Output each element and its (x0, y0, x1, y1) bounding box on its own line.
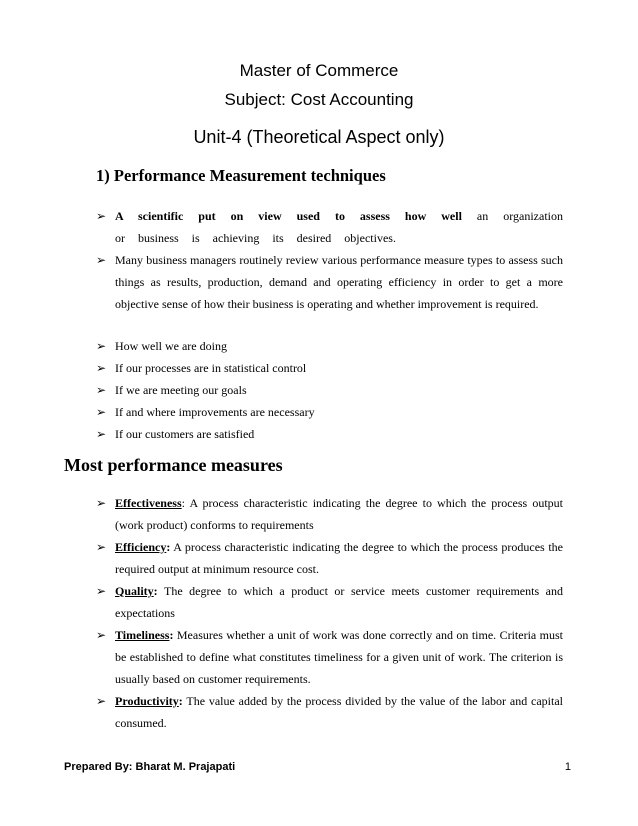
item-text: Many business managers routinely review various performance measure types to assess such things as results, production, demand and operating efficiency in order to get a more objective sense of how their business is operating and whether improvement is required. (115, 253, 563, 311)
definition-text: an organization or business is achieving its desired objectives. (115, 209, 563, 245)
definition-bold: A scientific put on view used to assess how well (115, 209, 462, 223)
list-item (96, 205, 563, 249)
measures-list (96, 492, 563, 734)
list-item (96, 580, 563, 624)
term-separator: : (181, 496, 185, 510)
arrow-bullet-icon: ➢ (96, 383, 107, 397)
list-item (96, 249, 563, 315)
footer-author: Prepared By: Bharat M. Prajapati (64, 761, 236, 773)
arrow-bullet-icon: ➢ (96, 584, 107, 598)
list-item (96, 357, 563, 379)
arrow-bullet-icon: ➢ (96, 694, 107, 708)
arrow-bullet-icon: ➢ (96, 339, 107, 353)
page-footer (64, 761, 571, 773)
techniques-list (96, 205, 563, 315)
term-separator: : (178, 694, 183, 708)
arrow-bullet-icon: ➢ (96, 253, 107, 267)
term-productivity: Productivity (115, 694, 179, 708)
term-quality: Quality (115, 584, 154, 598)
section-heading-measures: Most performance measures (64, 455, 283, 475)
list-item (96, 423, 563, 445)
title-unit: Unit-4 (Theoretical Aspect only) (193, 127, 445, 147)
arrow-bullet-icon: ➢ (96, 209, 107, 223)
arrow-bullet-icon: ➢ (96, 427, 107, 441)
list-item (96, 536, 563, 580)
arrow-bullet-icon: ➢ (96, 628, 107, 642)
list-item (96, 624, 563, 690)
list-item (96, 690, 563, 734)
term-separator: : (169, 628, 174, 642)
item-text: If our customers are satisfied (115, 427, 255, 441)
page-number: 1 (564, 761, 571, 773)
term-effectiveness: Effectiveness (115, 496, 182, 510)
arrow-bullet-icon: ➢ (96, 496, 107, 510)
arrow-bullet-icon: ➢ (96, 540, 107, 554)
item-text: How well we are doing (115, 339, 227, 353)
arrow-bullet-icon: ➢ (96, 361, 107, 375)
item-text: If we are meeting our goals (115, 383, 247, 397)
list-item (96, 492, 563, 536)
questions-list (96, 335, 563, 445)
term-efficiency: Efficiency (115, 540, 167, 554)
title-degree: Master of Commerce (239, 61, 399, 80)
list-item (96, 401, 563, 423)
item-text: If and where improvements are necessary (115, 405, 315, 419)
list-item (96, 379, 563, 401)
term-definition: The value added by the process divided by the value of the labor and capital consumed. (115, 694, 563, 730)
list-item (96, 335, 563, 357)
term-separator: : (166, 540, 171, 554)
section-heading-techniques: 1) Performance Measurement techniques (96, 166, 386, 185)
term-separator: : (153, 584, 158, 598)
title-subject: Subject: Cost Accounting (224, 90, 414, 109)
item-text: If our processes are in statistical control (115, 361, 307, 375)
term-definition: The degree to which a product or service meets customer requirements and expectations (115, 584, 563, 620)
term-definition: A process characteristic indicating the degree to which the process output (work product) conforms to requirements (115, 496, 563, 532)
term-definition: Measures whether a unit of work was done correctly and on time. Criteria must be established to define what constitutes timeliness for a given unit of work. The criterion is usually based on customer requirements. (115, 628, 563, 686)
term-timeliness: Timeliness (115, 628, 170, 642)
term-definition: A process characteristic indicating the degree to which the process produces the required output at minimum resource cost. (115, 540, 563, 576)
arrow-bullet-icon: ➢ (96, 405, 107, 419)
